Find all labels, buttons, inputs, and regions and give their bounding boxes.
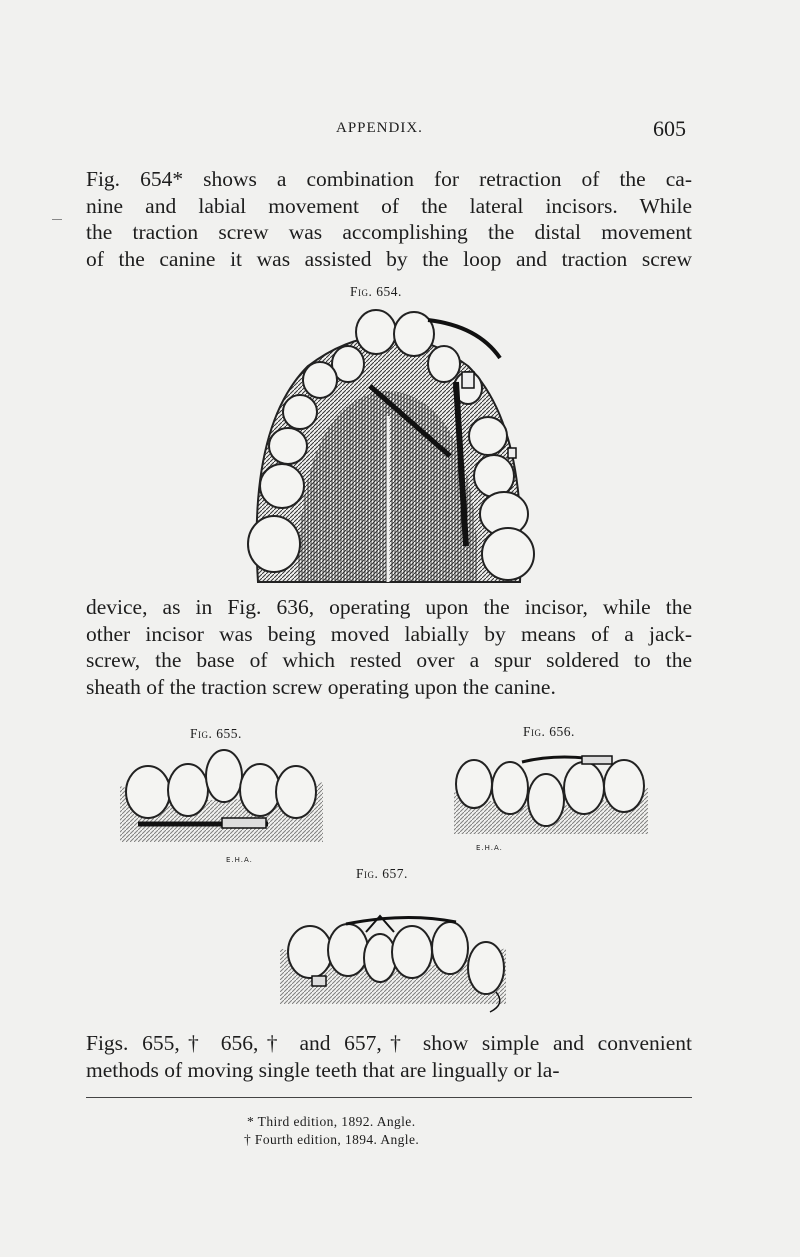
text-line: sheath of the traction screw operating upon the canine. [86,674,556,699]
fig654-caption: Fig. 654. [350,284,402,299]
fig656-engraver-initials: E.H.A. [476,844,503,852]
text-line: of the canine it was assisted by the loop and traction screw [86,246,692,271]
fig657-illustration [276,908,512,1016]
text-line: Fig. 654* shows a combination for retraction of the ca- [86,167,692,191]
page-header [86,116,686,146]
paragraph-fig654-intro [86,166,692,272]
text-line: the traction screw was accomplishing the distal movement [86,220,692,244]
running-head: APPENDIX. [336,120,423,136]
fig656-caption: Fig. 656. [523,724,575,739]
footnote-fourth-edition: † Fourth edition, 1894. Angle. [244,1132,420,1147]
fig655-illustration [118,746,328,850]
text-line: nine and labial movement of the lateral incisors. While [86,193,692,218]
text-line: screw, the base of which rested over a spur soldered to the [86,648,692,672]
paragraph-figs-655-657 [86,1030,692,1083]
text-line: device, as in Fig. 636, operating upon the incisor, while the [86,595,692,619]
fig656-illustration [452,748,652,842]
fig655-engraver-initials: E.H.A. [226,856,253,864]
fig655-caption: Fig. 655. [190,726,242,741]
fig654-illustration [238,306,538,590]
margin-mark [52,219,62,220]
page-number: 605 [653,116,686,141]
text-line: methods of moving single teeth that are lingually or la- [86,1057,560,1082]
text-line: other incisor was being moved labially by means of a jack- [86,621,692,646]
paragraph-fig654-continued [86,594,692,700]
text-line: Figs. 655,† 656,† and 657,† show simple and convenient [86,1031,692,1055]
footnote-rule [86,1097,692,1098]
fig657-caption: Fig. 657. [356,866,408,881]
footnote-third-edition: * Third edition, 1892. Angle. [247,1114,416,1129]
